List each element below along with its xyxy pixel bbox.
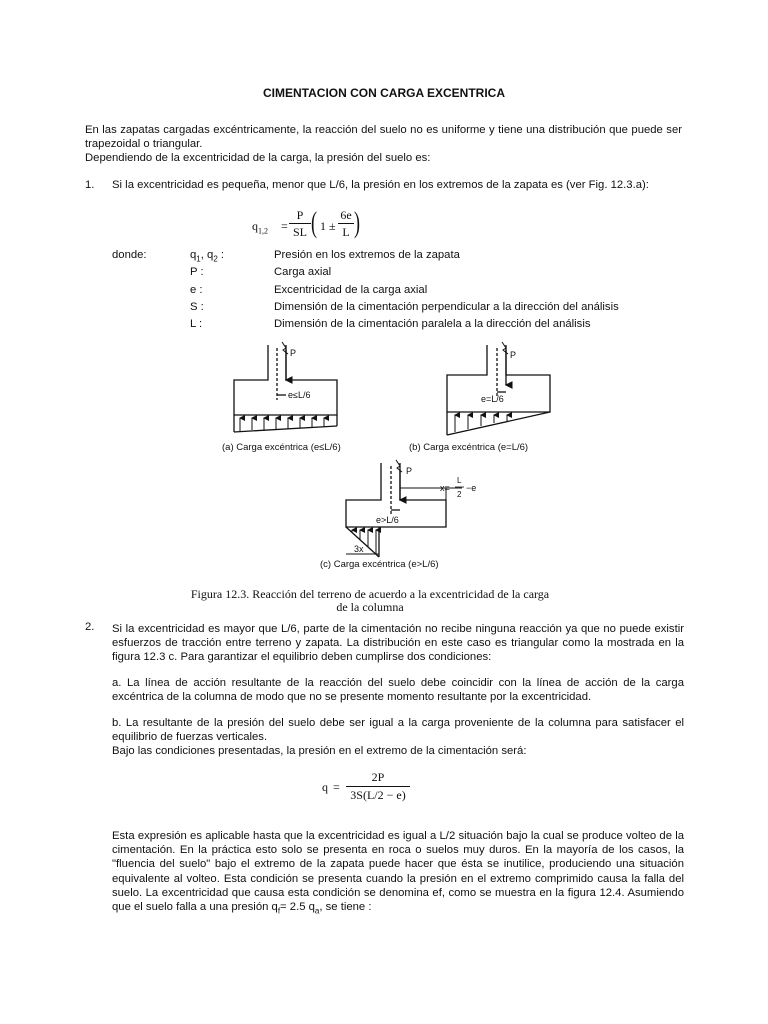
diagram-b-caption: (b) Carga excéntrica (e=L/6) <box>409 442 529 453</box>
formula-2-lhs: q <box>322 780 328 794</box>
formula-2-fraction-bar <box>346 786 410 787</box>
intro-line-2: trapezoidal o triangular. <box>85 138 203 150</box>
formula-1 <box>252 206 372 246</box>
item-2-condition-a: a. La línea de acción resultante de la reacción del suelo debe coincidir con la línea de acción de la carga excéntrica de la columna de modo que no se presente momento resultante por la excentricidad. <box>112 677 684 704</box>
where-desc-s: Dimensión de la cimentación perpendicular a la dirección del análisis <box>274 301 619 313</box>
item-2-pressure-intro: Bajo las condiciones presentadas, la presión en el extremo de la cimentación será: <box>112 745 527 757</box>
item-1-number: 1. <box>85 179 95 191</box>
diagram-a-ecc-label: e≤L/6 <box>288 390 311 400</box>
formula-1-inner-numerator: 6e <box>340 208 352 222</box>
item-2-text: Si la excentricidad es mayor que L/6, parte de la cimentación no recibe ninguna reacción ya que no puede existir esfuerzos de tracción entre terreno y zapata. La distribución en este caso es triangular como la mostrada en la figura 12.3 c. Para garantizar el equilibrio deben cumplirse dos condiciones: <box>112 623 684 664</box>
formula-2-numerator: 2P <box>371 770 385 784</box>
intro-paragraph-2: Dependiendo de la excentricidad de la carga, la presión del suelo es: <box>85 152 431 164</box>
formula-1-one-plus-minus: 1 ± <box>320 219 336 233</box>
formula-1-equals: = <box>281 219 288 233</box>
where-desc-e: Excentricidad de la carga axial <box>274 284 428 296</box>
formula-1-left-paren: ( <box>311 206 317 239</box>
diagram-b-load-label: P <box>510 350 517 360</box>
diagram-c-x-2: 2 <box>457 490 462 499</box>
where-desc-p: Carga axial <box>274 266 332 278</box>
formula-1-inner-denominator: L <box>342 225 350 239</box>
where-label: donde: <box>112 249 147 261</box>
where-symbol-q: $q_1$, $q_2$ : <box>190 249 225 264</box>
diagram-b-footing <box>447 342 550 435</box>
item-1-text: Si la excentricidad es pequeña, menor que L/6, la presión en los extremos de la zapata es (ver Fig. 12.3.a): <box>112 179 649 191</box>
page-title: CIMENTACION CON CARGA EXCENTRICA <box>263 86 505 100</box>
diagram-c-footing <box>346 460 446 557</box>
formula-2-denominator: 3S(L/2 − e) <box>350 788 406 802</box>
item-2-condition-b: b. La resultante de la presión del suelo debe ser igual a la carga proveniente de la columna para satisfacer el equilibrio de fuerzas verticales. <box>112 717 684 744</box>
diagram-c-caption: (c) Carga excéntrica (e>L/6) <box>320 559 439 570</box>
intro-line-1: En las zapatas cargadas excéntricamente, la reacción del suelo no es uniforme y tiene una distribución que puede ser <box>85 124 682 136</box>
formula-2-equals: = <box>333 780 340 794</box>
diagram-c-x-dimension <box>400 488 462 500</box>
where-symbol-s: S : <box>190 301 204 313</box>
diagram-c-3x-label: 3x <box>354 544 364 554</box>
diagram-c-x-minus-e: −e <box>466 483 477 493</box>
diagram-b-ecc-label: e=L/6 <box>481 394 504 404</box>
formula-1-right-paren: ) <box>354 206 360 239</box>
where-desc-q: Presión en los extremos de la zapata <box>274 249 460 261</box>
item-2-number: 2. <box>85 621 95 633</box>
where-desc-l: Dimensión de la cimentación paralela a la dirección del análisis <box>274 318 591 330</box>
where-symbol-e: e : <box>190 284 203 296</box>
formula-1-numerator: P <box>296 208 304 222</box>
formula-1-lhs: $q_{1,2}$ <box>252 219 268 236</box>
formula-1-denominator: SL <box>292 225 307 239</box>
diagram-c-x-label: x= <box>440 483 450 493</box>
closing-paragraph: Esta expresión es aplicable hasta que la excentricidad es igual a L/2 situación bajo la cual se produce volteo de la cimentación. En la práctica esto solo se presenta en roca o suelos muy duros. En la mayoría de los casos, la "fluencia del suelo" bajo el extremo de la zapata puede hacer que ésta se inutilice, produciendo una situación equivalente al volteo. Esta condición se presenta cuando la presión en el extremo comprimido causa la falla del suelo. La excentricidad que causa esta condición se denomina ef, como se muestra en la figura 12.4. Asumiendo que el suelo falla a una presión $q_f= 2.5$ $q_a$, se tiene : <box>112 830 684 916</box>
where-symbol-p: P : <box>190 266 204 278</box>
figure-caption-line-1: Figura 12.3. Reacción del terreno de acuerdo a la excentricidad de la carga <box>190 587 550 601</box>
diagram-a-load-label: P <box>290 348 297 358</box>
figure-12-3-diagram <box>200 340 600 572</box>
formula-1-fraction-bar <box>289 223 311 224</box>
diagram-c-x-l: L <box>457 476 462 485</box>
diagram-c-load-label: P <box>406 466 413 476</box>
formula-2 <box>322 768 422 808</box>
diagram-c-ecc-label: e>L/6 <box>376 515 399 525</box>
diagram-a-caption: (a) Carga excéntrica (e≤L/6) <box>222 442 341 453</box>
figure-caption-line-2: de la columna <box>336 600 404 614</box>
formula-1-inner-bar <box>338 223 354 224</box>
where-symbol-l: L : <box>190 318 203 330</box>
